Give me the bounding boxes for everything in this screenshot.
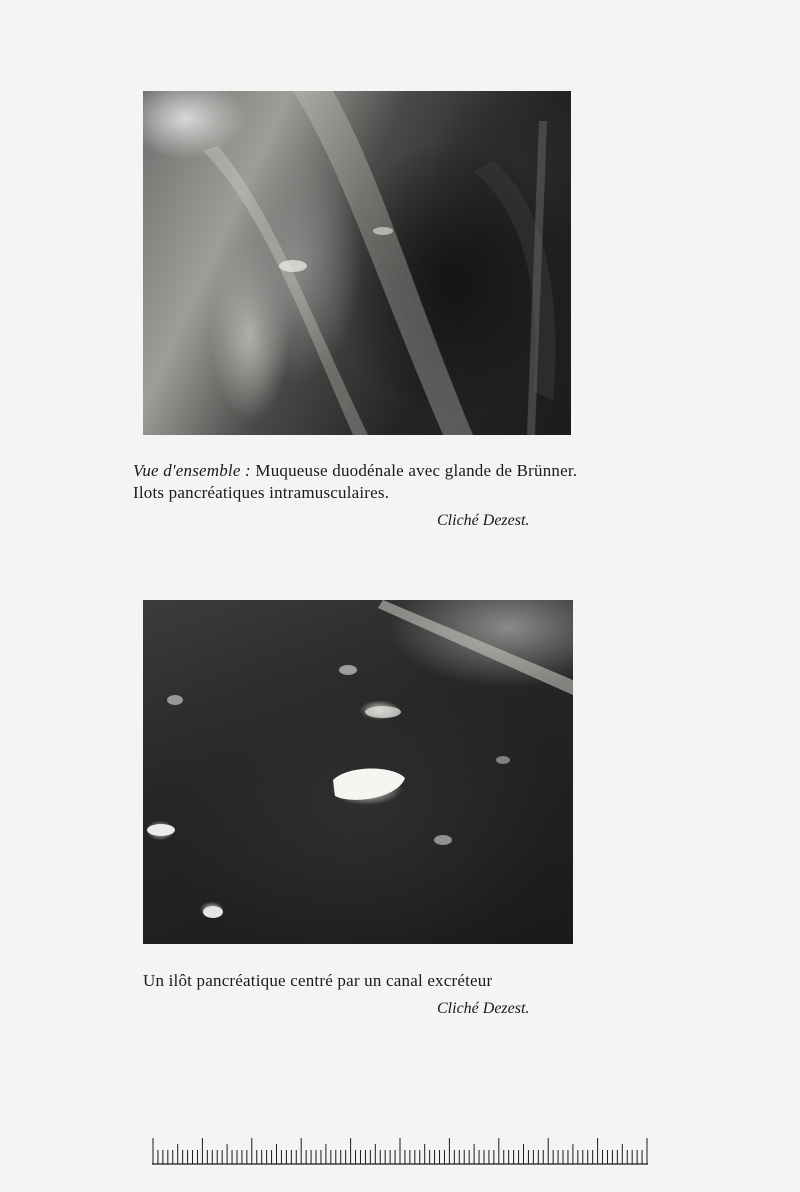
micrograph-overview-photo [143,91,571,435]
micrograph-texture-1 [143,91,571,435]
micrograph-islet-photo [143,600,573,944]
figure-1-caption-lead: Vue d'ensemble : [133,461,251,480]
figure-1-credit: Cliché Dezest. [437,512,530,529]
scale-ruler [152,1136,648,1168]
micrograph-texture-2 [143,600,573,944]
ruler-graphic [152,1136,648,1168]
figure-2-credit: Cliché Dezest. [437,1000,530,1017]
figure-1-caption [133,460,593,504]
figure-1-caption-text: Muqueuse duodénale avec glande de Brünner. Ilots pancréatiques intramusculaires. [133,461,578,502]
figure-2-caption: Un ilôt pancréatique centré par un canal excréteur [143,971,493,990]
